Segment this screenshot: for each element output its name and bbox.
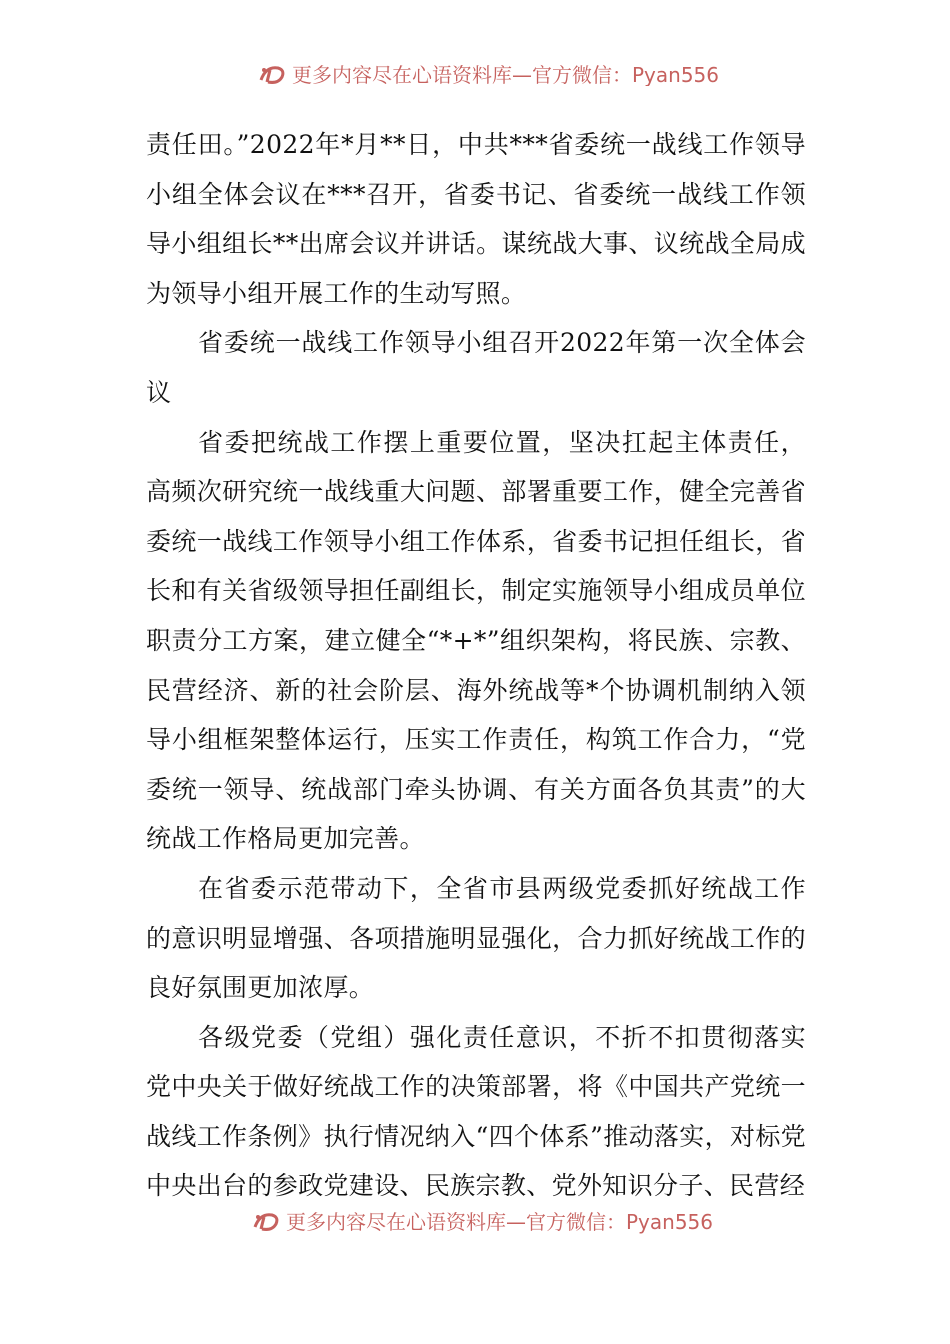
document-body [146, 120, 806, 1211]
watermark-text: 更多内容尽在心语资料库—官方微信：Pyan556 [292, 63, 720, 86]
paragraph-3: 省委把统战工作摆上重要位置，坚决扛起主体责任，高频次研究统一战线重大问题、部署重要工作，健全完善省委统一战线工作领导小组工作体系，省委书记担任组长，省长和有关省级领导担任副组长，制定实施领导小组成员单位职责分工方案，建立健全“*+*”组织架构，将民族、宗教、民营经济、新的社会阶层、海外统战等*个协调机制纳入领导小组框架整体运行，压实工作责任，构筑工作合力，“党委统一领导、统战部门牵头协调、有关方面各负其责”的大统战工作格局更加完善。 [146, 427, 806, 854]
logo-icon [258, 62, 288, 86]
logo-icon [252, 1209, 282, 1233]
paragraph-1: 责任田。”2022年*月**日，中共***省委统一战线工作领导小组全体会议在***召开，省委书记、省委统一战线工作领导小组组长**出席会议并讲话。谋统战大事、议统战全局成为领导小组开展工作的生动写照。 [146, 130, 806, 308]
paragraph-5: 各级党委（党组）强化责任意识，不折不扣贯彻落实党中央关于做好统战工作的决策部署，将《中国共产党统一战线工作条例》执行情况纳入“四个体系”推动落实，对标党中央出台的参政党建设、民族宗教、党外知识分子、民营经 [146, 1022, 807, 1201]
paragraph-2: 省委统一战线工作领导小组召开2022年第一次全体会议 [146, 328, 806, 407]
footer-watermark [0, 1206, 950, 1236]
paragraph-4: 在省委示范带动下，全省市县两级党委抓好统战工作的意识明显增强、各项措施明显强化，合力抓好统战工作的良好氛围更加浓厚。 [146, 873, 806, 1003]
header-watermark [0, 56, 950, 86]
watermark-text: 更多内容尽在心语资料库—官方微信：Pyan556 [286, 1210, 714, 1234]
